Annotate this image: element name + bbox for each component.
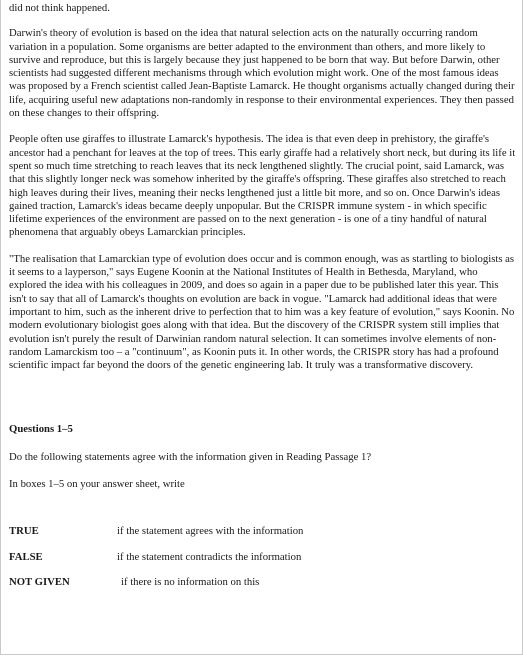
answer-key-label: FALSE [9,550,43,563]
answer-key-description: if there is no information on this [121,575,260,588]
answer-key-label: NOT GIVEN [9,575,70,588]
document-content [9,2,517,601]
answer-sheet-instruction: In boxes 1–5 on your answer sheet, write [9,478,185,491]
paragraph-giraffes: People often use giraffes to illustrate Lamarck's hypothesis. The idea is that even deep in prehistory, the giraffe's ancestor had a penchant for leaves at the top of trees. This early giraffe had a relatively short neck, but during its life it spent so much time stretching to reach leaves that its neck lengthened slightly. The crucial point, said Lamarck, was that this slightly longer neck was somehow inherited by the giraffe's offspring. These giraffes also stretched to reach high leaves during their lives, meaning their necks lengthened just a little bit more, and so on. Once Darwin's ideas gained traction, Lamarck's ideas became deeply unpopular. But the CRISPR immune system - in which specific lifetime experiences of the environment are passed on to the next generation - is one of a tiny handful of natural phenomena that arguably obeys Lamarckian principles. [9,133,516,239]
answer-key-false [9,551,517,564]
answer-key-description: if the statement agrees with the information [117,525,304,538]
answer-key-true [9,525,517,538]
answer-key-list [9,525,517,589]
answer-key-label: TRUE [9,525,39,538]
questions-instruction: Do the following statements agree with the information given in Reading Passage 1? [9,450,372,463]
paragraph-koonin: "The realisation that Lamarckian type of evolution does occur and is common enough, was as startling to biologists as it seems to a layperson," says Eugene Koonin at the National Institutes of Health in Bethesda, Maryland, who explored the idea with his colleagues in 2009, and does so again in a paper due to be published later this year. This isn't to say that all of Lamarck's thoughts on evolution are back in vogue. "Lamarck had additional ideas that were important to him, such as the inherent drive to perfection that to him was a key feature of evolution," says Koonin. No modern evolutionary biologist goes along with that idea. But the discovery of the CRISPR system still implies that evolution isn't purely the result of Darwinian random natural selection. It can sometimes involve elements of non-random Lamarckism too – a "continuum", as Koonin puts it. In other words, the CRISPR story has had a profound scientific impact far beyond the doors of the genetic engineering lab. It truly was a transformative discovery. [9,252,515,372]
answer-key-not-given [9,576,517,589]
answer-key-description: if the statement contradicts the information [117,550,302,563]
intro-fragment: did not think happened. [9,2,110,14]
questions-title: Questions 1–5 [9,423,73,436]
paragraph-darwin-theory: Darwin's theory of evolution is based on the idea that natural selection acts on the naturally occurring random variation in a population. Some organisms are better adapted to the environment than others, and more likely to survive and reproduce, but this is largely because they just happened to be born that way. But before Darwin, other scientists had suggested different mechanisms through which evolution might work. One of the most famous ideas was proposed by a French scientist called Jean-Baptiste Lamarck. He thought organisms actually changed during their life, acquiring useful new adaptations non-randomly in response to their environmental experiences. They then passed on these changes to their offspring. [9,27,515,120]
